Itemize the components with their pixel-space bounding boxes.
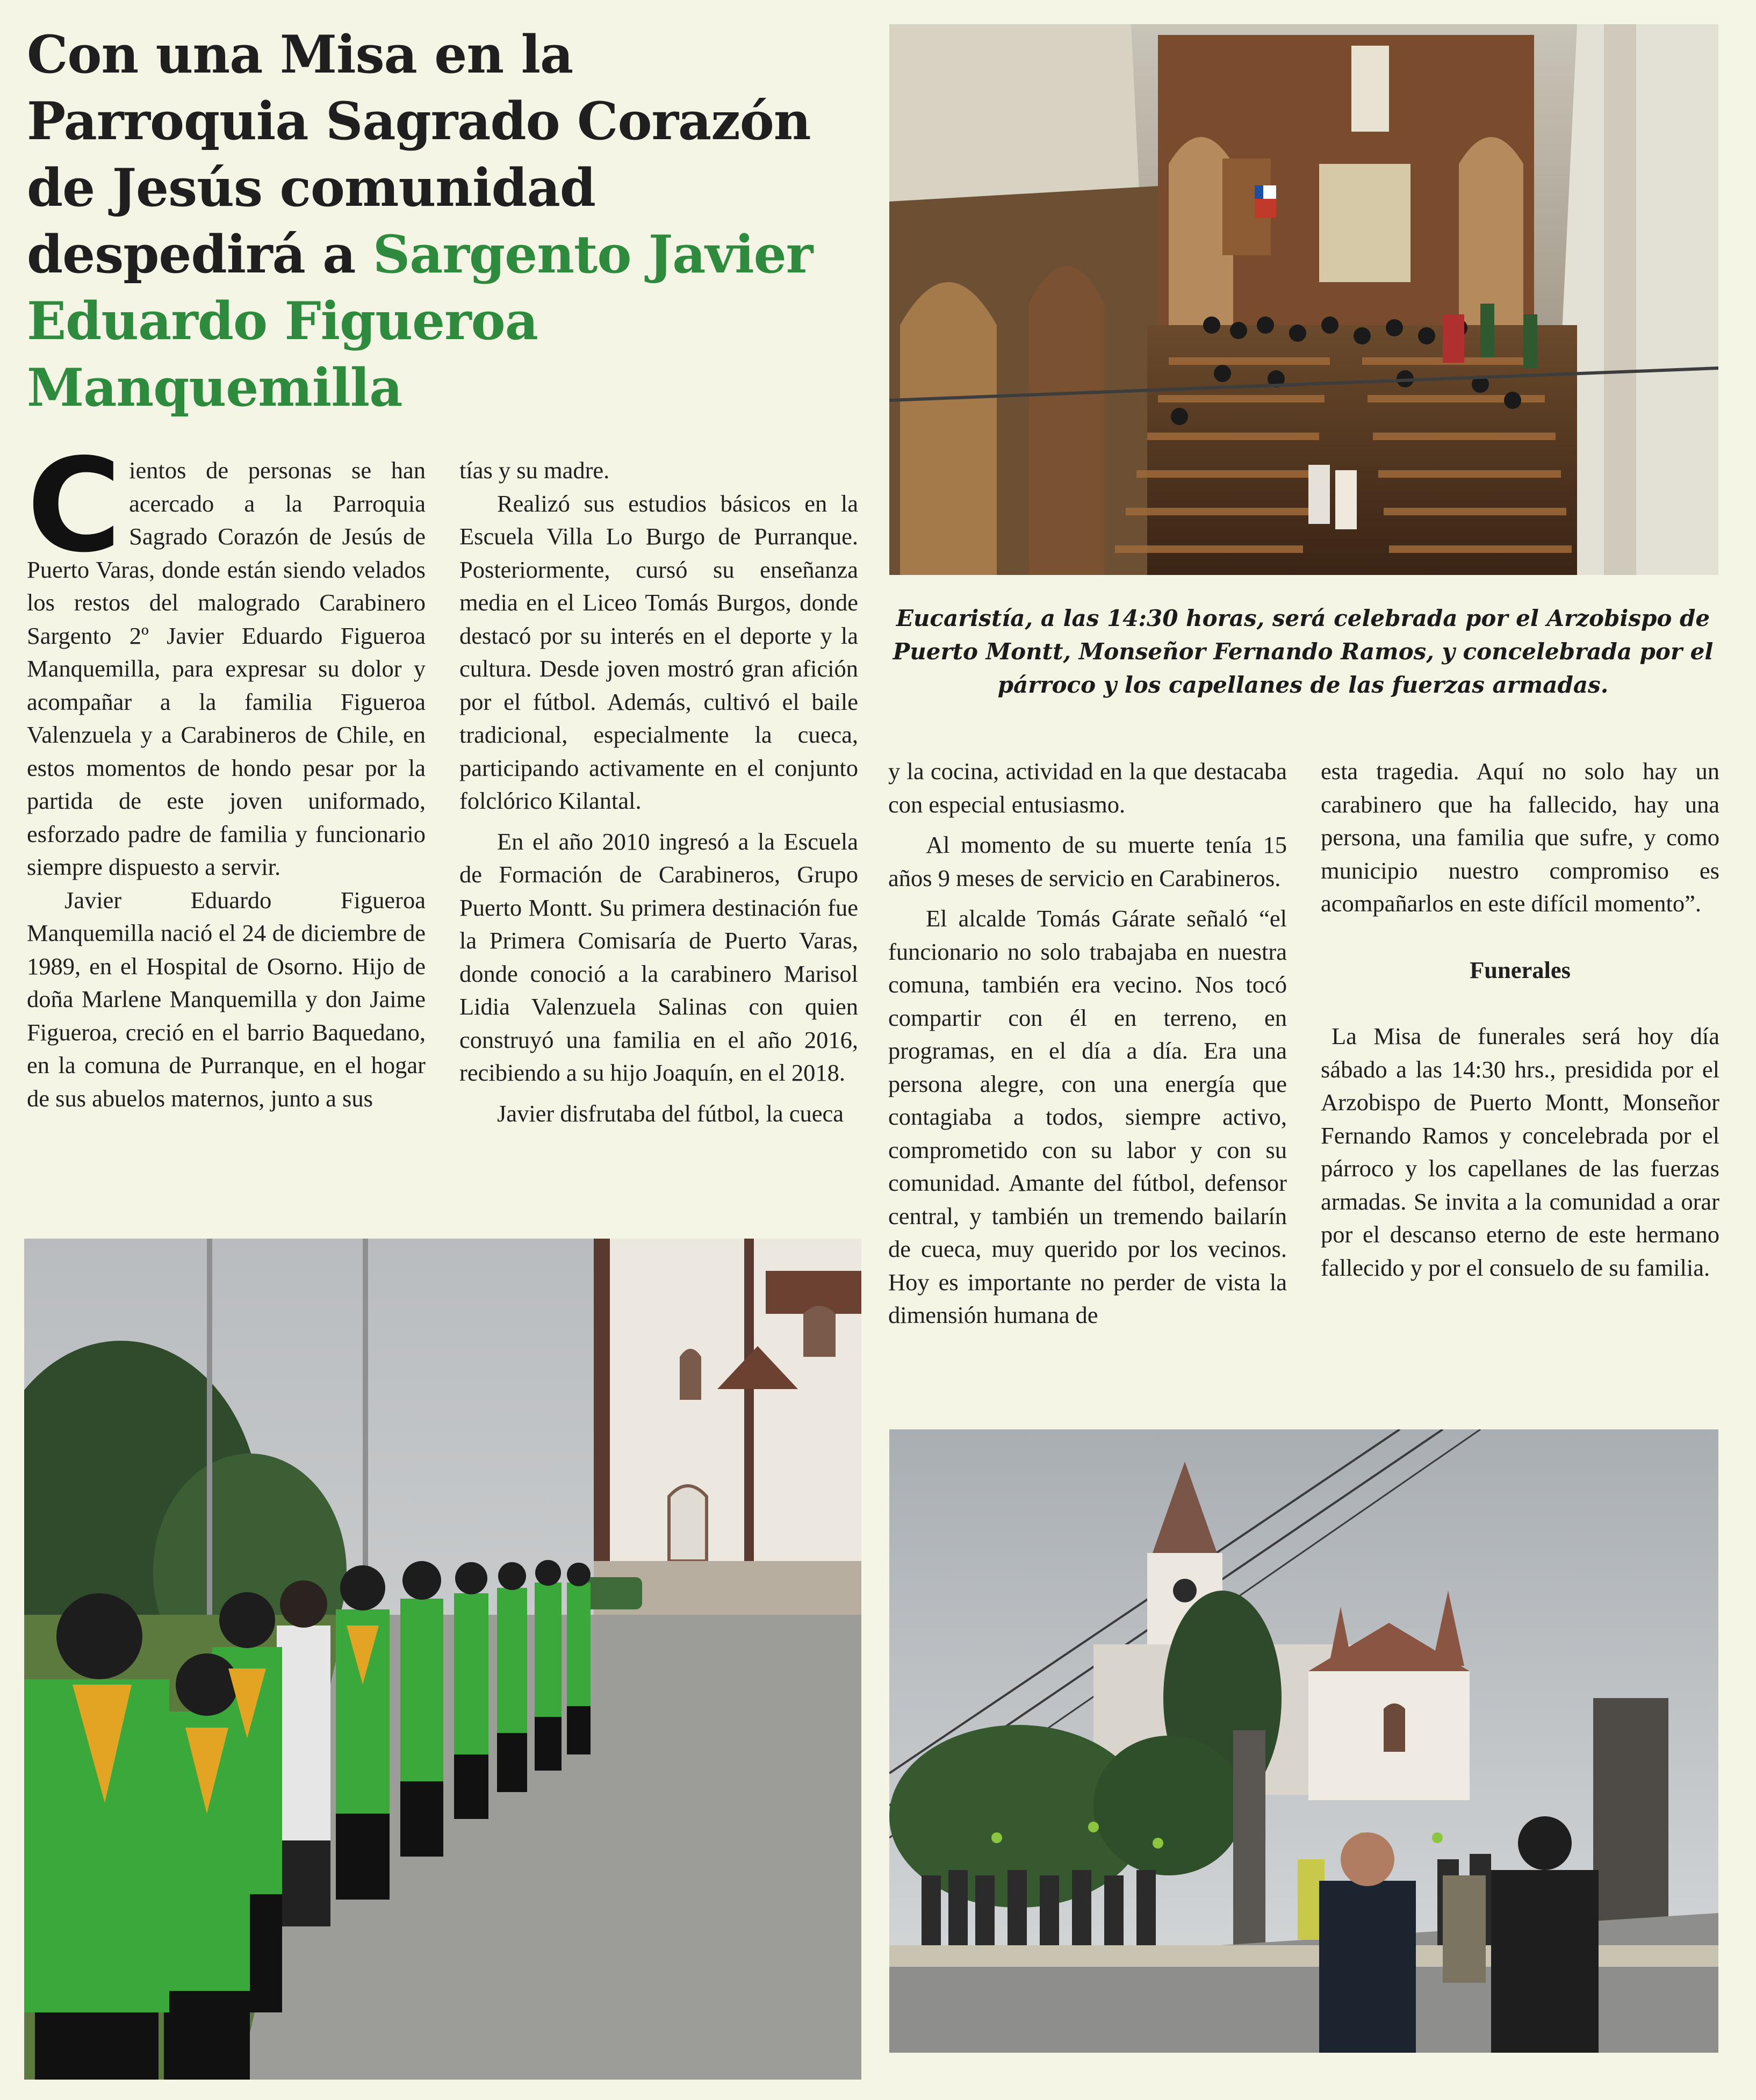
article-column-1: [27, 430, 426, 1115]
section-subhead: Funerales: [1470, 956, 1571, 983]
article-paragraph: tías y su madre.: [459, 457, 610, 484]
article-paragraph: esta tragedia. Aquí no solo hay un carabinero que ha fallecido, hay una persona, una familia que sufre, y como municipio nuestro compromiso es acompañarlos en este difícil momento”.: [1321, 758, 1719, 917]
scouts-photo: [24, 1239, 861, 2080]
article-paragraph: y la cocina, actividad en la que destacaba con especial entusiasmo.: [888, 758, 1287, 818]
church-interior-photo: [889, 24, 1718, 575]
article-paragraph: El alcalde Tomás Gárate señaló “el funcionario no solo trabajaba en nuestra comuna, también era vecino. Nos tocó compartir con él en terreno, en programas, en el día a día. Era una persona alegre, con una energía que contagiaba a todos, siempre activo, comprometido con su labor y con su comunidad. Amante del fútbol, defensor central, y también un tremendo bailarín de cueca, muy querido por los vecinos. Hoy es importante no perder de vista la dimensión humana de: [888, 905, 1287, 1328]
article-column-3: [888, 755, 1287, 1332]
headline: [27, 21, 865, 421]
article-intro: Cientos de personas se han acercado a la Parroquia Sagrado Corazón de Jesús de Puerto Varas, donde están siendo velados los restos del malogrado Carabinero Sargento 2º Javier Eduardo Figueroa Manquemilla, para expresar su dolor y acompañar a la familia Figueroa Valenzuela y a Carabineros de Chile, en estos momentos de hondo pesar por la partida de este joven uniformado, esforzado padre de familia y funcionario siempre dispuesto a servir.: [27, 430, 426, 880]
article-paragraph: Javier Eduardo Figueroa Manquemilla nació el 24 de diciembre de 1989, en el Hospital de Osorno. Hijo de doña Marlene Manquemilla y don Jaime Figueroa, creció en el barrio Baquedano, en la comuna de Purranque, en el hogar de sus abuelos maternos, junto a sus: [27, 886, 426, 1112]
headline-highlight: Sargento Javier Eduardo Figueroa Manquemilla: [27, 224, 813, 418]
headline-main: Con una Misa en la Parroquia Sagrado Corazón de Jesús comunidad despedirá a: [27, 24, 811, 285]
photo-caption: Eucaristía, a las 14:30 horas, será celebrada por el Arzobispo de Puerto Montt, Monseñor Fernando Ramos, y concelebrada por el párroco y los capellanes de las fuerzas armadas.: [893, 605, 1714, 698]
church-exterior-photo: [889, 1429, 1718, 2053]
article-column-2: [459, 454, 858, 1130]
article-paragraph: Javier disfrutaba del fútbol, la cueca: [497, 1099, 844, 1127]
article-paragraph: Realizó sus estudios básicos en la Escuela Villa Lo Burgo de Purranque. Posteriormente, cursó su enseñanza media en el Liceo Tomás Burgos, donde destacó por su interés en el deporte y la cultura. Desde joven mostró gran afición por el fútbol. Además, cultivó el baile tradicional, especialmente la cueca, participando activamente en el conjunto folclórico Kilantal.: [459, 490, 858, 814]
drop-cap: C: [27, 430, 122, 581]
article-column-4: [1321, 755, 1719, 1284]
funerales-paragraph: La Misa de funerales será hoy día sábado a las 14:30 hrs., presidida por el Arzobispo de Puerto Montt, Monseñor Fernando Ramos y concelebrada por el párroco y los capellanes de las fuerzas armadas. Se invita a la comunidad a orar por el descanso eterno de este hermano fallecido y por el consuelo de su familia.: [1321, 1023, 1719, 1281]
article-paragraph: Al momento de su muerte tenía 15 años 9 meses de servicio en Carabineros.: [888, 831, 1287, 891]
article-paragraph: En el año 2010 ingresó a la Escuela de Formación de Carabineros, Grupo Puerto Montt. Su primera destinación fue la Primera Comisaría de Puerto Varas, donde conoció a la carabinero Marisol Lidia Valenzuela Salinas con quien construyó una familia en el año 2016, recibiendo a su hijo Joaquín, en el 2018.: [459, 828, 858, 1086]
